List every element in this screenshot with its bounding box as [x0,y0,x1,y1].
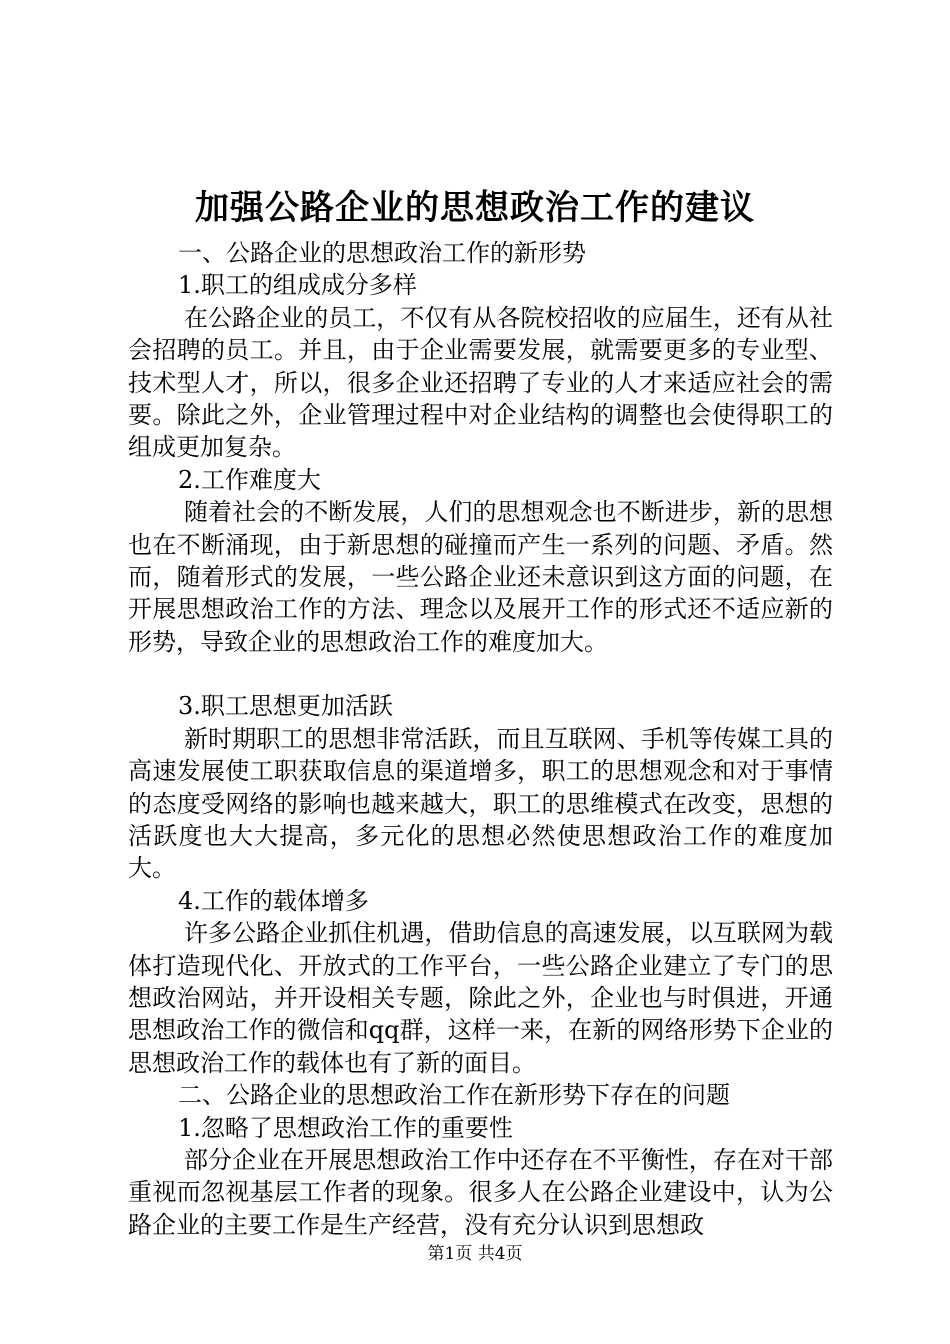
page-footer: 第1页 共4页 [427,1244,523,1264]
body-paragraph: 在公路企业的员工，不仅有从各院校招收的应届生，还有从社会招聘的员工。并且，由于企业需要发展，就需要更多的专业型、技术型人才，所以，很多企业还招聘了专业的人才来适应社会的需要。除此之外，企业管理过程中对企业结构的调整也会使得职工的组成更加复杂。 [128,303,833,462]
subsection-heading: 3.职工思想更加活跃 [178,692,393,721]
document-body [128,237,833,1241]
document-title: 加强公路企业的思想政治工作的建议 [195,188,755,228]
paragraph-gap [128,658,833,690]
subsection-heading: 4.工作的载体增多 [178,886,369,915]
section-heading: 二、公路企业的思想政治工作在新形势下存在的问题 [178,1081,730,1110]
body-paragraph: 部分企业在开展思想政治工作中还存在不平衡性，存在对干部重视而忽视基层工作者的现象。很多人在公路企业建设中，认为公路企业的主要工作是生产经营，没有充分认识到思想政 [128,1145,833,1239]
body-paragraph: 新时期职工的思想非常活跃，而且互联网、手机等传媒工具的高速发展使工职获取信息的渠道增多，职工的思想观念和对于事情的态度受网络的影响也越来越大，职工的思维模式在改变，思想的活跃度也大大提高，多元化的思想必然使思想政治工作的难度加大。 [128,724,833,883]
body-paragraph: 随着社会的不断发展，人们的思想观念也不断进步，新的思想也在不断涌现，由于新思想的碰撞而产生一系列的问题、矛盾。然而，随着形式的发展，一些公路企业还未意识到这方面的问题，在开展思想政治工作的方法、理念以及展开工作的形式还不适应新的形势，导致企业的思想政治工作的难度加大。 [128,498,833,656]
body-paragraph: 许多公路企业抓住机遇，借助信息的高速发展，以互联网为载体打造现代化、开放式的工作平台，一些公路企业建立了专门的思想政治网站，并开设相关专题，除此之外，企业也与时俱进，开通思想政治工作的微信和qq群，这样一来，在新的网络形势下企业的思想政治工作的载体也有了新的面目。 [128,919,833,1077]
subsection-heading: 1.忽略了思想政治工作的重要性 [178,1113,513,1142]
subsection-heading: 2.工作难度大 [178,465,321,494]
section-heading: 一、公路企业的思想政治工作的新形势 [178,239,586,267]
subsection-heading: 1.职工的组成成分多样 [178,271,417,300]
